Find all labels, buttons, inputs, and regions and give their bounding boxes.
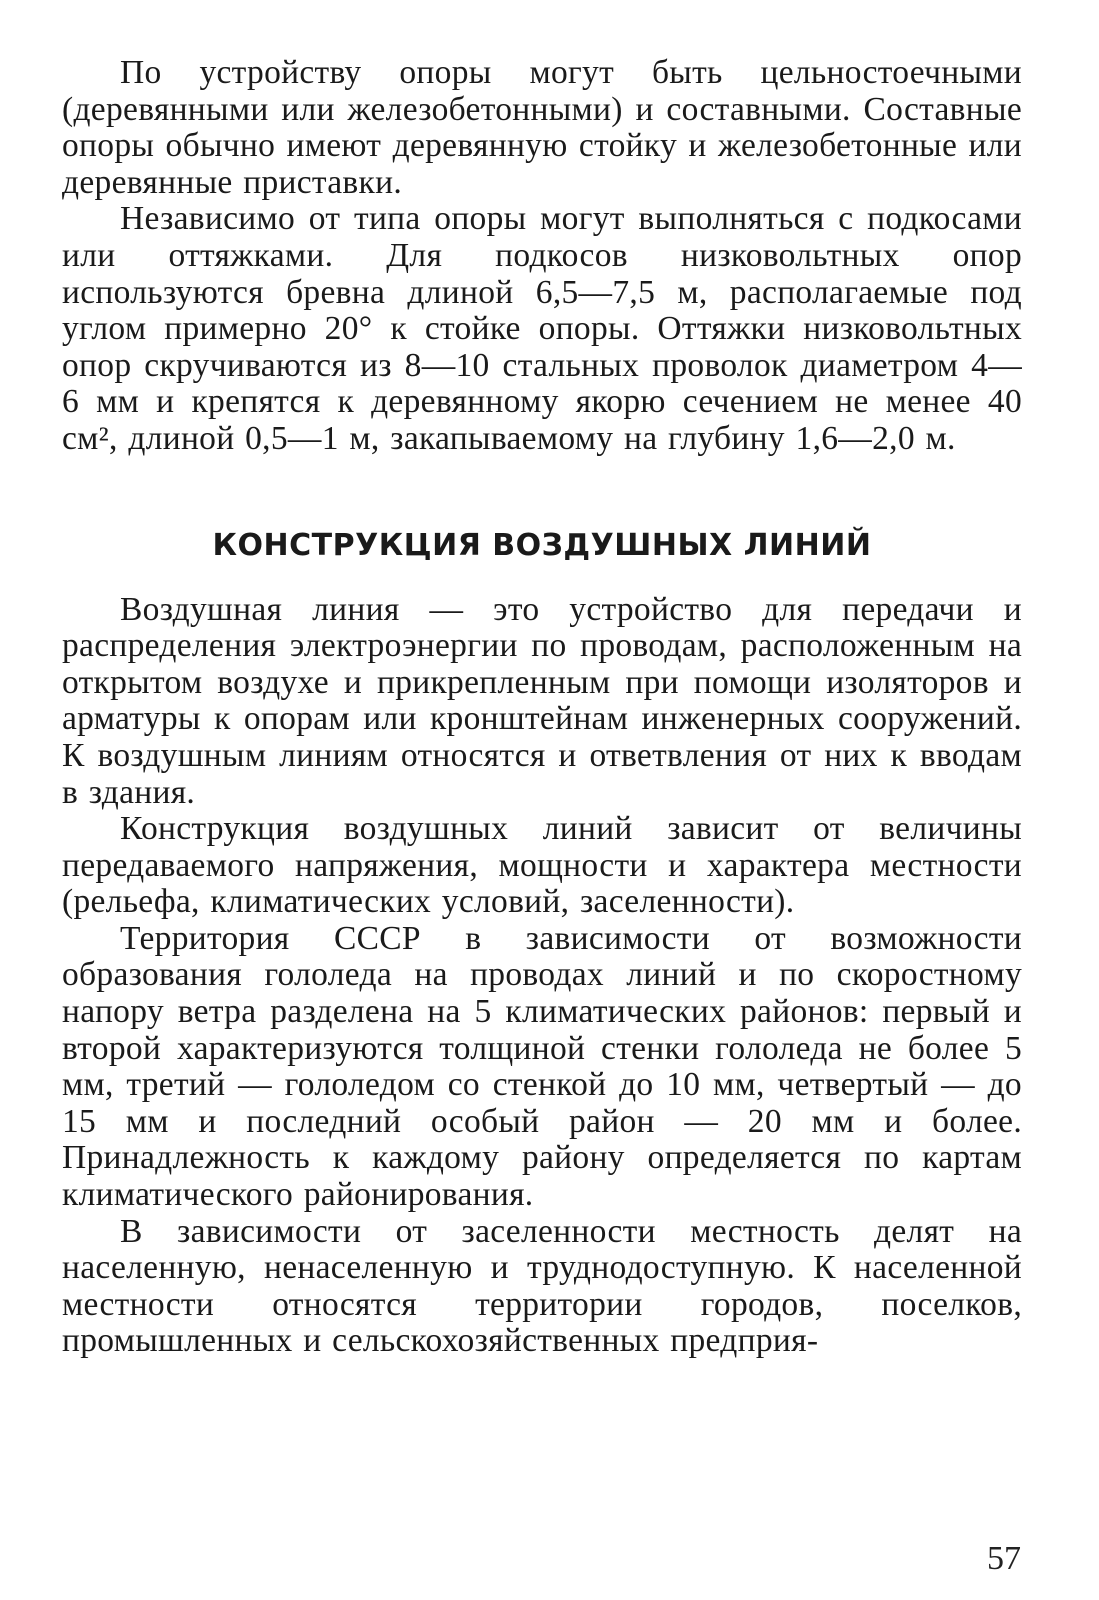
paragraph-pole-construction: По устройству опоры могут быть цельностоечными (деревянными или железобетонными) и составными. Составные опоры обычно имеют деревянную стойку и железобетонные или деревянные приставки. (62, 54, 1022, 201)
section-spacer (62, 458, 1022, 528)
heading-spacer (62, 564, 1022, 592)
section-heading: КОНСТРУКЦИЯ ВОЗДУШНЫХ ЛИНИЙ (212, 527, 872, 563)
paragraph-terrain-types: В зависимости от заселенности местность делят на населенную, ненаселенную и труднодоступную. К населенной местности относятся территории городов, поселков, промышленных и сельскохозяйственных предприя- (62, 1212, 1022, 1360)
paragraph-overhead-line-definition: Воздушная линия — это устройство для передачи и распределения электроэнергии по проводам, расположенным на открытом воздухе и прикрепленным при помощи изоляторов и арматуры к опорам или кронштейнам инженерных сооружений. К воздушным линиям относятся и ответвления от них к вводам в здания. (62, 590, 1022, 811)
page-number: 57 (987, 1540, 1021, 1577)
paragraph-climatic-regions: Территория СССР в зависимости от возможности образования гололеда на проводах линий и по скоростному напору ветра разделена на 5 климатических районов: первый и второй характеризуются толщиной стенки гололеда не более 5 мм, третий — гололедом со стенкой до 10 мм, четвертый — до 15 мм и последний особый район — 20 мм и более. Принадлежность к каждому району определяется по картам климатического районирования. (62, 919, 1022, 1214)
paragraph-struts-guys: Независимо от типа опоры могут выполняться с подкосами или оттяжками. Для подкосов низковольтных опор используются бревна длиной 6,5—7,5 м, располагаемые под углом примерно 20° к стойке опоры. Оттяжки низковольтных опор скручиваются из 8—10 стальных проволок диаметром 4—6 мм и крепятся к деревянному якорю сечением не менее 40 см², длиной 0,5—1 м, закапываемому на глубину 1,6—2,0 м. (62, 200, 1022, 457)
paragraph-line-design-factors: Конструкция воздушных линий зависит от величины передаваемого напряжения, мощности и характера местности (рельефа, климатических условий, заселенности). (62, 810, 1022, 921)
page-text-block (62, 55, 1022, 1360)
